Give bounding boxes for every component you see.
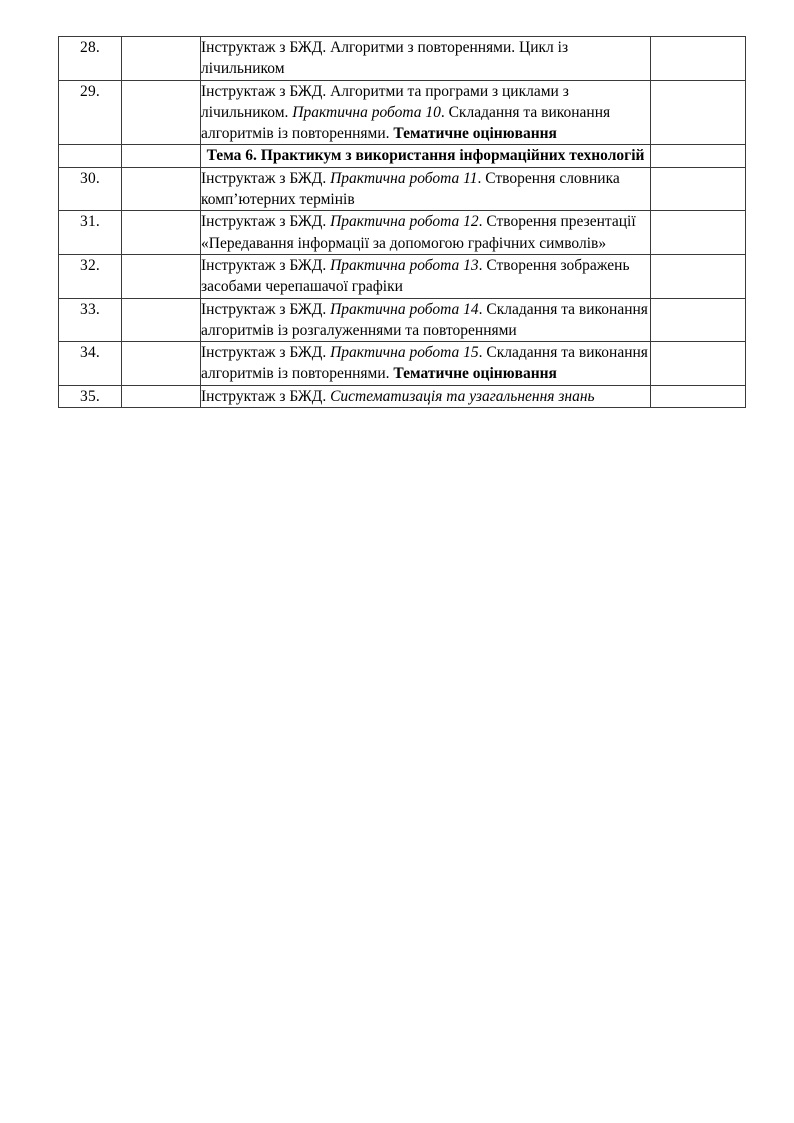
lesson-number-cell: 29. [59,80,122,145]
text-run-plain: . Складання та виконання алгоритмів із повтореннями. [201,103,611,143]
lesson-number-cell: 32. [59,254,122,298]
text-run-plain: Інструктаж з БЖД. [201,300,331,318]
text-run-plain: . Створення словника комп’ютерних термінів [201,169,620,209]
table-row [59,80,746,145]
text-run-plain: Інструктаж з БЖД. [201,387,331,405]
lesson-plan-table-body [59,37,746,408]
text-run-italic: Практична робота 11 [330,169,478,187]
content-text [201,388,595,405]
lesson-number-cell: 30. [59,167,122,211]
lesson-note-cell [651,167,746,211]
lesson-note-cell [651,211,746,255]
lesson-date-cell [122,254,201,298]
text-run-plain: Інструктаж з БЖД. [201,344,331,362]
lesson-content-cell [201,254,651,298]
content-text [201,39,568,77]
lesson-date-cell [122,342,201,386]
text-run-italic: Систематизація та узагальнення знань [330,387,595,405]
text-run-bold: Тематичне оцінювання [393,125,557,143]
content-text [201,257,630,295]
content-text [207,147,645,164]
content-text [201,170,620,208]
table-row [59,342,746,386]
lesson-content-cell [201,342,651,386]
text-run-plain: . Складання та виконання алгоритмів із повтореннями. [201,344,648,383]
text-run-plain: Інструктаж з БЖД. [201,213,331,231]
lesson-date-cell [122,167,201,211]
lesson-plan-table [58,36,746,408]
lesson-note-cell [651,254,746,298]
text-run-italic: Практична робота 14 [330,300,479,318]
lesson-plan-table-container [58,36,745,408]
lesson-number-cell [59,145,122,167]
theme-heading-cell [201,145,651,167]
lesson-number-cell: 31. [59,211,122,255]
lesson-note-cell [651,342,746,386]
lesson-number-cell: 28. [59,37,122,81]
lesson-number-cell: 33. [59,298,122,342]
lesson-note-cell [651,80,746,145]
text-run-italic: Практична робота 15 [330,344,479,362]
lesson-date-cell [122,145,201,167]
lesson-content-cell [201,80,651,145]
content-text [201,301,648,339]
lesson-number-cell: 34. [59,342,122,386]
table-row [59,385,746,407]
text-run-bold: Тематичне оцінювання [393,365,557,383]
text-run-plain: Інструктаж з БЖД. [201,169,331,187]
lesson-number-cell: 35. [59,385,122,407]
table-row [59,254,746,298]
text-run-bold: Тема 6. Практикум з використання інформаційних технологій [206,147,645,165]
lesson-content-cell [201,298,651,342]
content-text [201,344,648,382]
table-row [59,37,746,81]
text-run-italic: Практична робота 12 [330,213,479,231]
lesson-content-cell [201,37,651,81]
table-row [59,145,746,167]
text-run-italic: Практична робота 13 [330,256,479,274]
table-row [59,298,746,342]
lesson-note-cell [651,145,746,167]
lesson-date-cell [122,80,201,145]
lesson-note-cell [651,298,746,342]
text-run-italic: Практична робота 10 [292,103,441,121]
lesson-date-cell [122,385,201,407]
text-run-plain: . Складання та виконання алгоритмів із розгалуженнями та повтореннями [201,300,648,339]
table-row [59,167,746,211]
lesson-content-cell [201,167,651,211]
lesson-note-cell [651,37,746,81]
text-run-plain: . Створення зображень засобами черепашачої графіки [201,256,630,296]
text-run-plain: Інструктаж з БЖД. Алгоритми з повтореннями. Цикл із лічильником [201,39,569,78]
table-row [59,211,746,255]
lesson-date-cell [122,211,201,255]
lesson-note-cell [651,385,746,407]
lesson-content-cell [201,385,651,407]
lesson-date-cell [122,37,201,81]
text-run-plain: Інструктаж з БЖД. Алгоритми та програми з циклами з лічильником. [201,82,569,121]
content-text [201,213,636,251]
text-run-plain: . Створення презентації «Передавання інформації за допомогою графічних символів» [201,213,636,252]
lesson-content-cell [201,211,651,255]
lesson-date-cell [122,298,201,342]
content-text [201,83,610,143]
text-run-plain: Інструктаж з БЖД. [201,256,331,274]
